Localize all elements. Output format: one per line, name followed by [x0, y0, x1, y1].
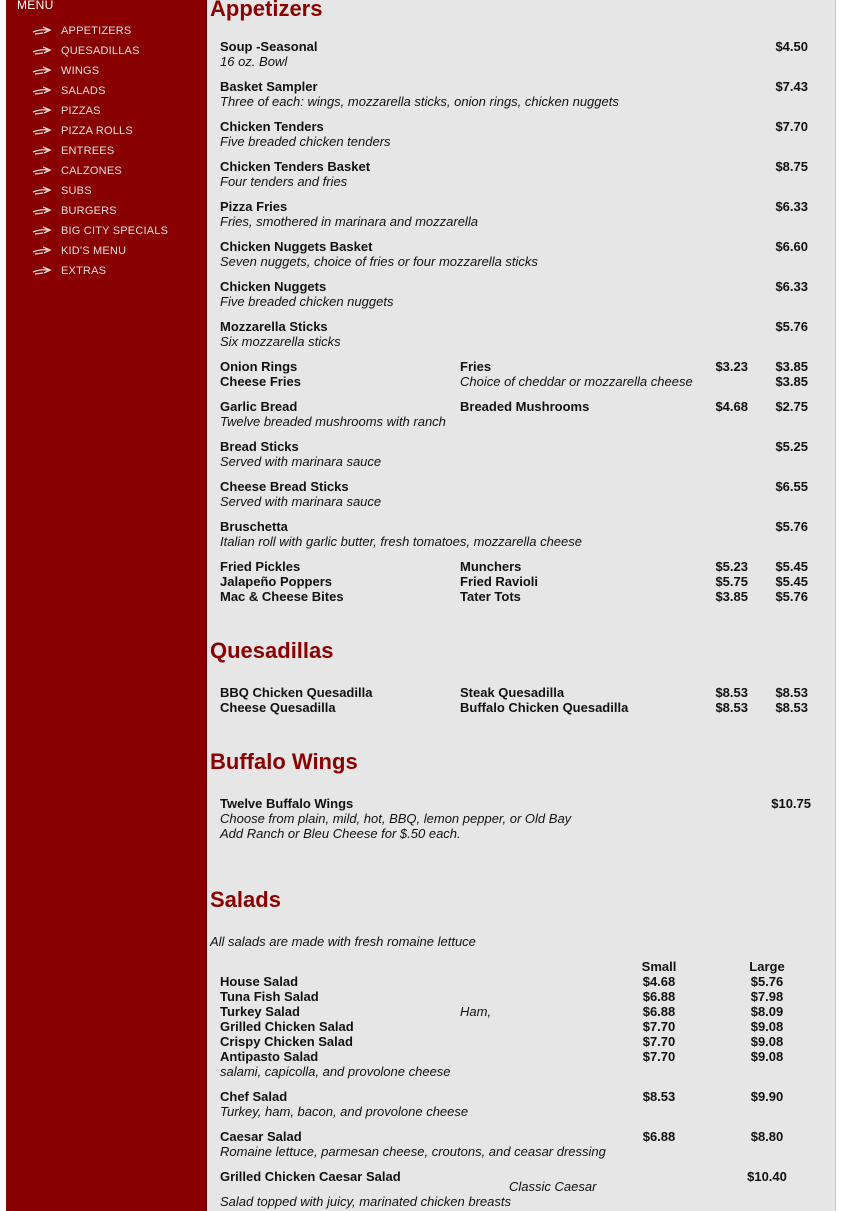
menu-content: [207, 0, 835, 1211]
sidebar-item-appetizers[interactable]: [32, 23, 202, 39]
arrow-right-icon: [32, 186, 52, 196]
item-price-large: $8.80: [750, 1129, 784, 1144]
item-name: Tuna Fish Salad: [220, 989, 319, 1004]
item-price: $6.60: [775, 239, 808, 254]
sidebar-item-label: BURGERS: [61, 205, 117, 217]
item-price-small: $6.88: [642, 989, 676, 1004]
salads-note: All salads are made with fresh romaine lettuce: [210, 934, 476, 949]
sidebar-item-label: QUESADILLAS: [61, 45, 140, 57]
item-price: $3.85: [775, 359, 808, 374]
item-name: Fried Pickles: [220, 559, 301, 574]
item-price: $8.53: [775, 685, 808, 700]
item-name: Breaded Mushrooms: [460, 399, 590, 414]
item-price: $3.85: [775, 374, 808, 389]
item-name: Chicken Tenders Basket: [220, 159, 371, 174]
item-price: $8.75: [775, 159, 808, 174]
item-name: Turkey Salad: [220, 1004, 300, 1019]
item-price-large: $5.76: [750, 974, 784, 989]
sidebar-item-salads[interactable]: [32, 83, 202, 99]
item-name: BBQ Chicken Quesadilla: [220, 685, 373, 700]
arrow-right-icon: [32, 26, 52, 36]
item-name: Buffalo Chicken Quesadilla: [460, 700, 629, 715]
item-name: Chicken Nuggets Basket: [220, 239, 373, 254]
item-price: $5.23: [715, 559, 748, 574]
item-name: Grilled Chicken Salad: [220, 1019, 354, 1034]
item-price: $6.33: [775, 279, 808, 294]
item-price: $7.70: [775, 119, 808, 134]
item-desc: Served with marinara sauce: [220, 494, 382, 509]
column-header-small: Small: [641, 959, 677, 974]
item-name: Cheese Fries: [220, 374, 301, 389]
sidebar-item-entrees[interactable]: [32, 143, 202, 159]
item-name: Soup -Seasonal: [220, 39, 318, 54]
item-name: Jalapeño Poppers: [220, 574, 332, 589]
sidebar-item-label: APPETIZERS: [61, 25, 132, 37]
sidebar-item-big-city-specials[interactable]: [32, 223, 202, 239]
item-desc: Salad topped with juicy, marinated chicken breasts: [220, 1194, 511, 1209]
section-title-quesadillas: Quesadillas: [210, 638, 334, 663]
sidebar-item-burgers[interactable]: [32, 203, 202, 219]
item-price-large: $8.09: [750, 1004, 784, 1019]
item-desc: Ham,: [460, 1004, 492, 1019]
item-desc: Five breaded chicken tenders: [220, 134, 391, 149]
item-price-large: $9.08: [750, 1034, 784, 1049]
arrow-right-icon: [32, 146, 52, 156]
item-name: Grilled Chicken Caesar Salad: [220, 1169, 401, 1184]
item-price: $8.53: [715, 700, 748, 715]
item-price: $6.33: [775, 199, 808, 214]
item-price: $7.43: [775, 79, 808, 94]
item-desc: Fries, smothered in marinara and mozzarella: [220, 214, 478, 229]
item-price-small: $4.68: [642, 974, 676, 989]
arrow-right-icon: [32, 246, 52, 256]
item-name: Cheese Bread Sticks: [220, 479, 349, 494]
item-name: Bruschetta: [220, 519, 288, 534]
item-desc: Served with marinara sauce: [220, 454, 382, 469]
item-price: $5.25: [775, 439, 808, 454]
item-desc: Seven nuggets, choice of fries or four mozzarella sticks: [220, 254, 538, 269]
sidebar-item-kids-menu[interactable]: [32, 243, 202, 259]
item-price-small: $6.88: [642, 1004, 676, 1019]
item-desc: Six mozzarella sticks: [220, 334, 341, 349]
item-name: Crispy Chicken Salad: [220, 1034, 353, 1049]
item-price-small: $7.70: [642, 1049, 676, 1064]
sidebar-item-label: KID'S MENU: [61, 245, 127, 257]
item-desc: Classic Caesar: [509, 1179, 597, 1194]
item-name: Munchers: [460, 559, 522, 574]
sidebar-item-label: SUBS: [61, 185, 92, 197]
item-name: Bread Sticks: [220, 439, 299, 454]
section-title-appetizers: Appetizers: [210, 0, 323, 21]
item-name: Mac & Cheese Bites: [220, 589, 344, 604]
arrow-right-icon: [32, 66, 52, 76]
sidebar-item-subs[interactable]: [32, 183, 202, 199]
sidebar-item-label: SALADS: [61, 85, 106, 97]
item-name: Chicken Nuggets: [220, 279, 327, 294]
arrow-right-icon: [32, 86, 52, 96]
item-name: Tater Tots: [460, 589, 521, 604]
sidebar-item-label: PIZZA ROLLS: [61, 125, 133, 137]
column-header-large: Large: [749, 959, 785, 974]
item-price-small: $8.53: [642, 1089, 676, 1104]
item-price: $3.23: [715, 359, 748, 374]
item-desc: Romaine lettuce, parmesan cheese, croutons, and ceasar dressing: [220, 1144, 606, 1159]
item-price-large: $9.08: [750, 1019, 784, 1034]
arrow-right-icon: [32, 166, 52, 176]
item-desc: Three of each: wings, mozzarella sticks, onion rings, chicken nuggets: [220, 94, 619, 109]
section-title-wings: Buffalo Wings: [210, 749, 358, 774]
sidebar-item-label: BIG CITY SPECIALS: [61, 225, 169, 237]
item-name: Onion Rings: [220, 359, 298, 374]
item-price-large: $7.98: [750, 989, 784, 1004]
item-name: Caesar Salad: [220, 1129, 302, 1144]
arrow-right-icon: [32, 206, 52, 216]
item-price-large: $9.90: [750, 1089, 784, 1104]
item-name: Chef Salad: [220, 1089, 288, 1104]
item-price-small: $7.70: [642, 1019, 676, 1034]
section-title-salads: Salads: [210, 887, 281, 912]
sidebar-item-wings[interactable]: [32, 63, 202, 79]
sidebar-item-pizzas[interactable]: [32, 103, 202, 119]
sidebar-item-label: WINGS: [61, 65, 100, 77]
item-desc: Turkey, ham, bacon, and provolone cheese: [220, 1104, 469, 1119]
item-name: Antipasto Salad: [220, 1049, 319, 1064]
item-name: Garlic Bread: [220, 399, 298, 414]
sidebar-item-label: EXTRAS: [61, 265, 107, 277]
page-margin-right: [835, 0, 842, 1211]
sidebar-title: MENU: [17, 0, 54, 12]
sidebar-item-calzones[interactable]: [32, 163, 202, 179]
item-price-large: $9.08: [750, 1049, 784, 1064]
item-name: Twelve Buffalo Wings: [220, 796, 354, 811]
item-desc: Choice of cheddar or mozzarella cheese: [460, 374, 693, 389]
item-price: $5.76: [775, 319, 808, 334]
item-desc: Italian roll with garlic butter, fresh tomatoes, mozzarella cheese: [220, 534, 583, 549]
item-price: $4.68: [715, 399, 748, 414]
item-desc: Four tenders and fries: [220, 174, 348, 189]
arrow-right-icon: [32, 106, 52, 116]
item-price: $8.53: [715, 685, 748, 700]
arrow-right-icon: [32, 266, 52, 276]
item-price: $5.76: [775, 589, 808, 604]
item-name: Mozzarella Sticks: [220, 319, 328, 334]
item-name: Basket Sampler: [220, 79, 318, 94]
item-price: $5.75: [715, 574, 748, 589]
arrow-right-icon: [32, 126, 52, 136]
item-price: $5.45: [775, 559, 808, 574]
item-price: $5.45: [775, 574, 808, 589]
item-desc: salami, capicolla, and provolone cheese: [220, 1064, 451, 1079]
item-price: $10.75: [771, 796, 811, 811]
item-name: Fries: [460, 359, 492, 374]
sidebar-item-label: PIZZAS: [61, 105, 101, 117]
item-price: $3.85: [715, 589, 748, 604]
arrow-right-icon: [32, 226, 52, 236]
sidebar-item-extras[interactable]: [32, 263, 202, 279]
item-price: $6.55: [775, 479, 808, 494]
item-name: Steak Quesadilla: [460, 685, 565, 700]
item-price: $10.40: [747, 1169, 787, 1184]
item-price: $5.76: [775, 519, 808, 534]
item-name: Cheese Quesadilla: [220, 700, 336, 715]
item-name: Chicken Tenders: [220, 119, 324, 134]
sidebar-nav: [6, 0, 207, 1211]
item-price-small: $7.70: [642, 1034, 676, 1049]
item-price: $8.53: [775, 700, 808, 715]
item-desc: Twelve breaded mushrooms with ranch: [220, 414, 446, 429]
item-desc: Five breaded chicken nuggets: [220, 294, 394, 309]
item-name: Fried Ravioli: [460, 574, 539, 589]
item-desc: Add Ranch or Bleu Cheese for $.50 each.: [220, 826, 461, 841]
item-name: House Salad: [220, 974, 299, 989]
sidebar-item-pizza-rolls[interactable]: [32, 123, 202, 139]
sidebar-item-label: CALZONES: [61, 165, 122, 177]
sidebar-item-quesadillas[interactable]: [32, 43, 202, 59]
item-price-small: $6.88: [642, 1129, 676, 1144]
item-desc: Choose from plain, mild, hot, BBQ, lemon pepper, or Old Bay: [220, 811, 572, 826]
item-price: $2.75: [775, 399, 808, 414]
sidebar-item-label: ENTREES: [61, 145, 115, 157]
item-name: Pizza Fries: [220, 199, 288, 214]
item-desc: 16 oz. Bowl: [220, 54, 288, 69]
arrow-right-icon: [32, 46, 52, 56]
item-price: $4.50: [775, 39, 808, 54]
